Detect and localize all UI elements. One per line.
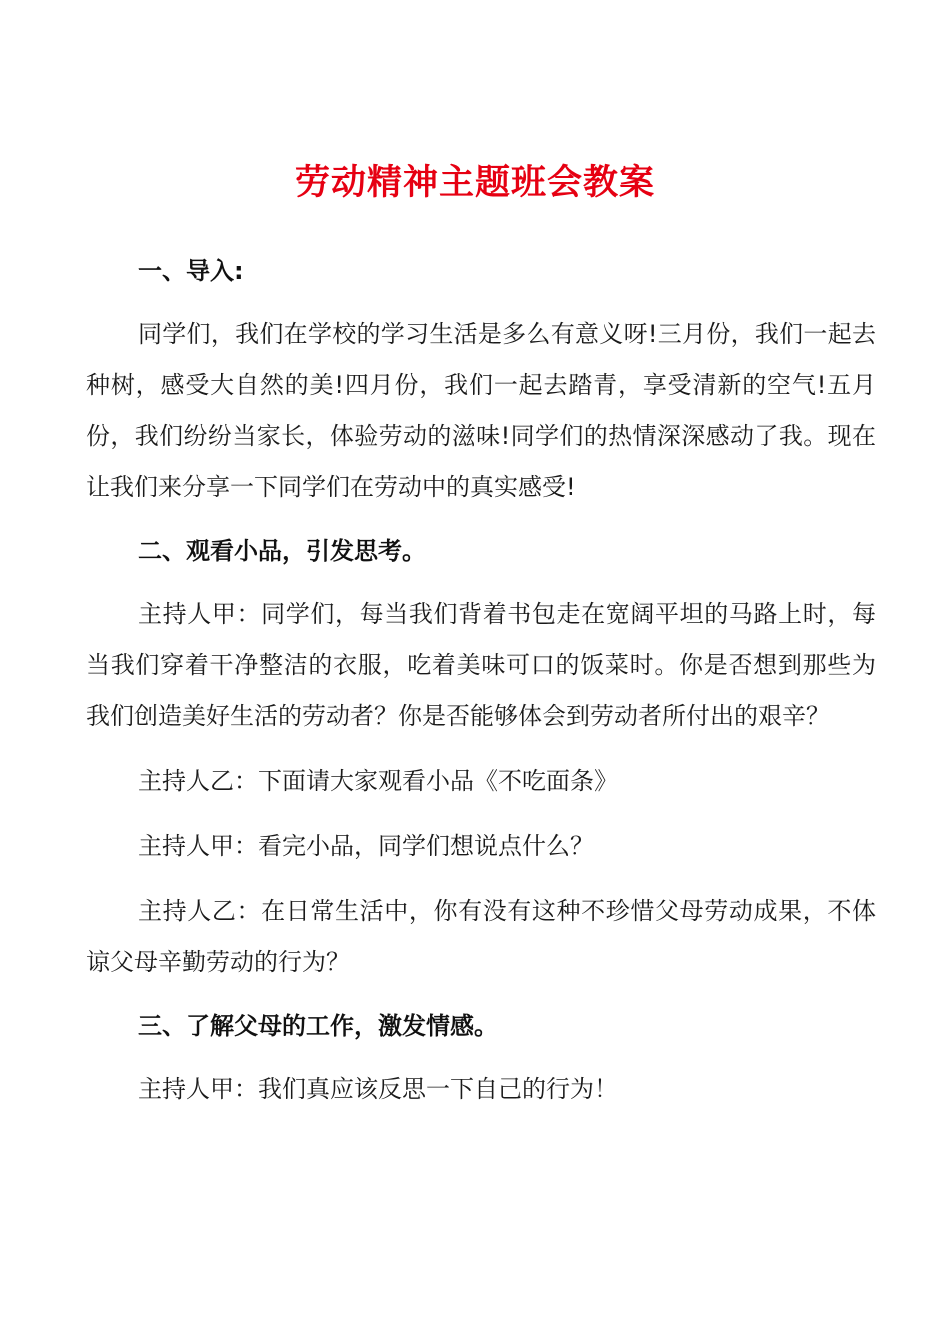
paragraph-host-a-1: 主持人甲：同学们，每当我们背着书包走在宽阔平坦的马路上时，每当我们穿着干净整洁的衣服，吃着美味可口的饭菜时。你是否想到那些为我们创造美好生活的劳动者？你是否能够体会到劳动者所付出的艰辛？ — [86, 600, 876, 730]
paragraph-host-a-2: 主持人甲：看完小品，同学们想说点什么？ — [138, 832, 594, 860]
section-heading-intro: 一、导入: — [138, 257, 244, 285]
paragraph-intro: 同学们，我们在学校的学习生活是多么有意义呀!三月份，我们一起去种树，感受大自然的美!四月份，我们一起去踏青，享受清新的空气!五月份，我们纷纷当家长，体验劳动的滋味!同学们的热情深深感动了我。现在让我们来分享一下同学们在劳动中的真实感受! — [86, 320, 876, 501]
document-title: 劳动精神主题班会教案 — [294, 163, 655, 203]
section-heading-parents: 三、了解父母的工作，激发情感。 — [138, 1012, 498, 1040]
paragraph-host-b-1: 主持人乙：下面请大家观看小品《不吃面条》 — [138, 767, 618, 795]
paragraph-host-a-3: 主持人甲：我们真应该反思一下自己的行为！ — [138, 1075, 618, 1103]
section-heading-skit: 二、观看小品，引发思考。 — [138, 537, 426, 565]
paragraph-host-b-2: 主持人乙：在日常生活中，你有没有这种不珍惜父母劳动成果，不体谅父母辛勤劳动的行为？ — [86, 897, 876, 976]
document-body — [86, 247, 876, 1129]
